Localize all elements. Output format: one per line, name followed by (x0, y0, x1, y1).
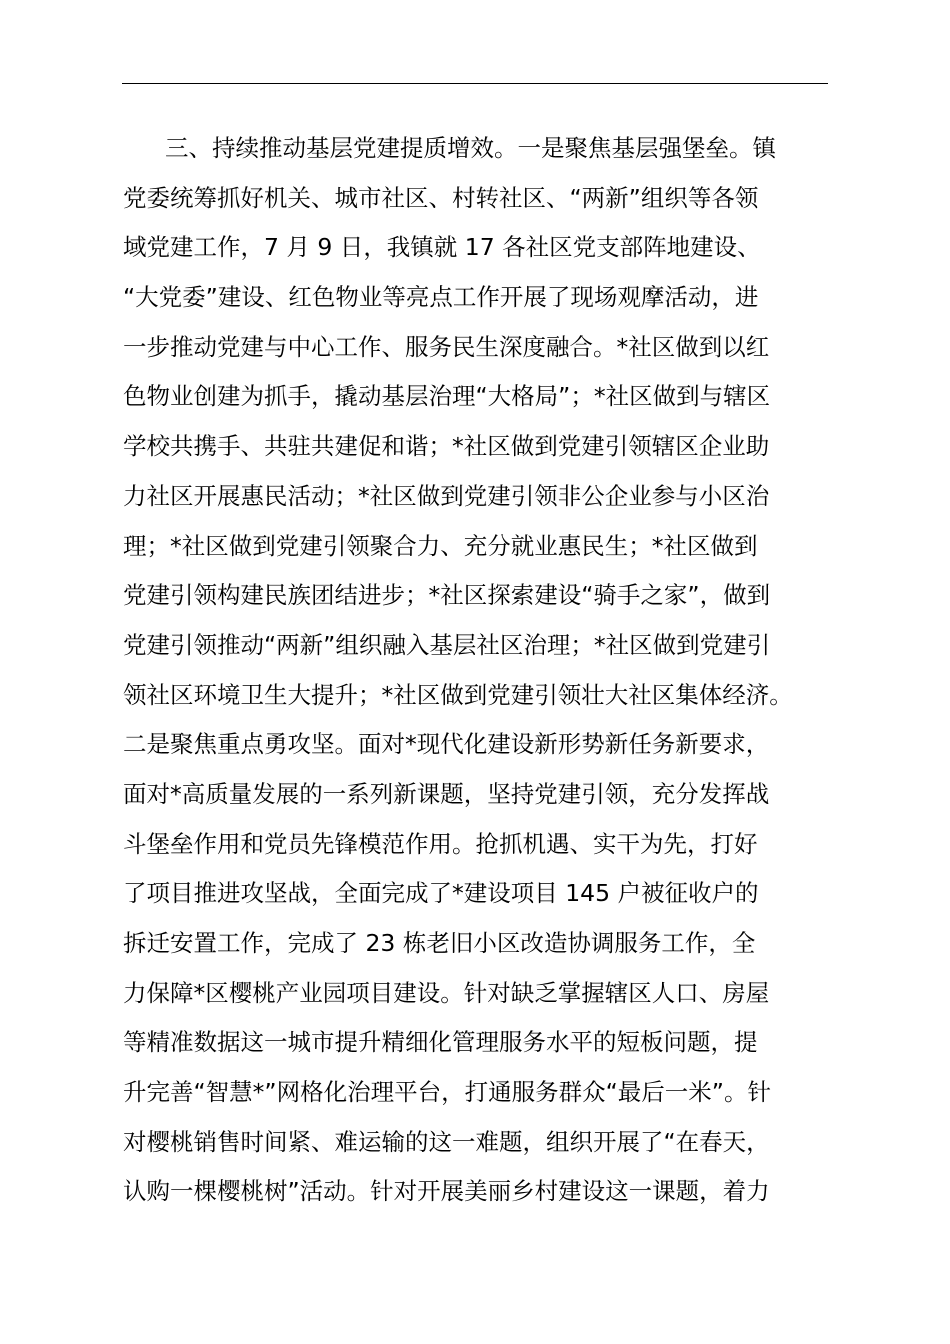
text-line: “大党委”建设、红色物业等亮点工作开展了现场观摩活动，进 (123, 283, 759, 312)
text-line: 色物业创建为抓手，撬动基层治理“大格局”；*社区做到与辖区 (123, 382, 771, 411)
text-line: 党建引领构建民族团结进步；*社区探索建设“骑手之家”，做到 (123, 581, 771, 610)
text-line: 力社区开展惠民活动；*社区做到党建引领非公企业参与小区治 (123, 481, 770, 510)
text-line: 二是聚焦重点勇攻坚。面对*现代化建设新形势新任务新要求， (123, 730, 770, 759)
text-line: 域党建工作，7 月 9 日，我镇就 17 各社区党支部阵地建设、 (123, 233, 761, 262)
text-line: 三、持续推动基层党建提质增效。一是聚焦基层强堡垒。镇 (165, 134, 776, 162)
text-line: 升完善“智慧*”网格化治理平台，打通服务群众“最后一米”。针 (123, 1078, 771, 1107)
text-line: 了项目推进攻坚战，全面完成了*建设项目 145 户被征收户的 (123, 879, 759, 908)
text-line: 力保障*区樱桃产业园项目建设。针对缺乏掌握辖区人口、房屋 (123, 978, 770, 1007)
text-line: 一步推动党建与中心工作、服务民生深度融合。*社区做到以红 (123, 332, 770, 361)
text-line: 领社区环境卫生大提升；*社区做到党建引领壮大社区集体经济。 (123, 680, 793, 709)
text-line: 学校共携手、共驻共建促和谐；*社区做到党建引领辖区企业助 (123, 432, 770, 461)
text-line: 斗堡垒作用和党员先锋模范作用。抢抓机遇、实干为先，打好 (123, 829, 758, 858)
body-paragraph (123, 124, 843, 1217)
text-line: 等精准数据这一城市提升精细化管理服务水平的短板问题，提 (123, 1028, 758, 1057)
header-rule (122, 83, 828, 84)
text-line: 党委统筹抓好机关、城市社区、村转社区、“两新”组织等各领 (123, 183, 759, 212)
text-line: 认购一棵樱桃树”活动。针对开展美丽乡村建设这一课题，着力 (123, 1177, 770, 1206)
text-line: 对樱桃销售时间紧、难运输的这一难题，组织开展了“在春天， (123, 1127, 770, 1156)
text-line: 拆迁安置工作，完成了 23 栋老旧小区改造协调服务工作，全 (123, 929, 756, 957)
text-line: 面对*高质量发展的一系列新课题，坚持党建引领，充分发挥战 (123, 779, 770, 808)
text-line: 党建引领推动“两新”组织融入基层社区治理；*社区做到党建引 (123, 630, 771, 659)
text-line: 理；*社区做到党建引领聚合力、充分就业惠民生；*社区做到 (123, 531, 758, 560)
